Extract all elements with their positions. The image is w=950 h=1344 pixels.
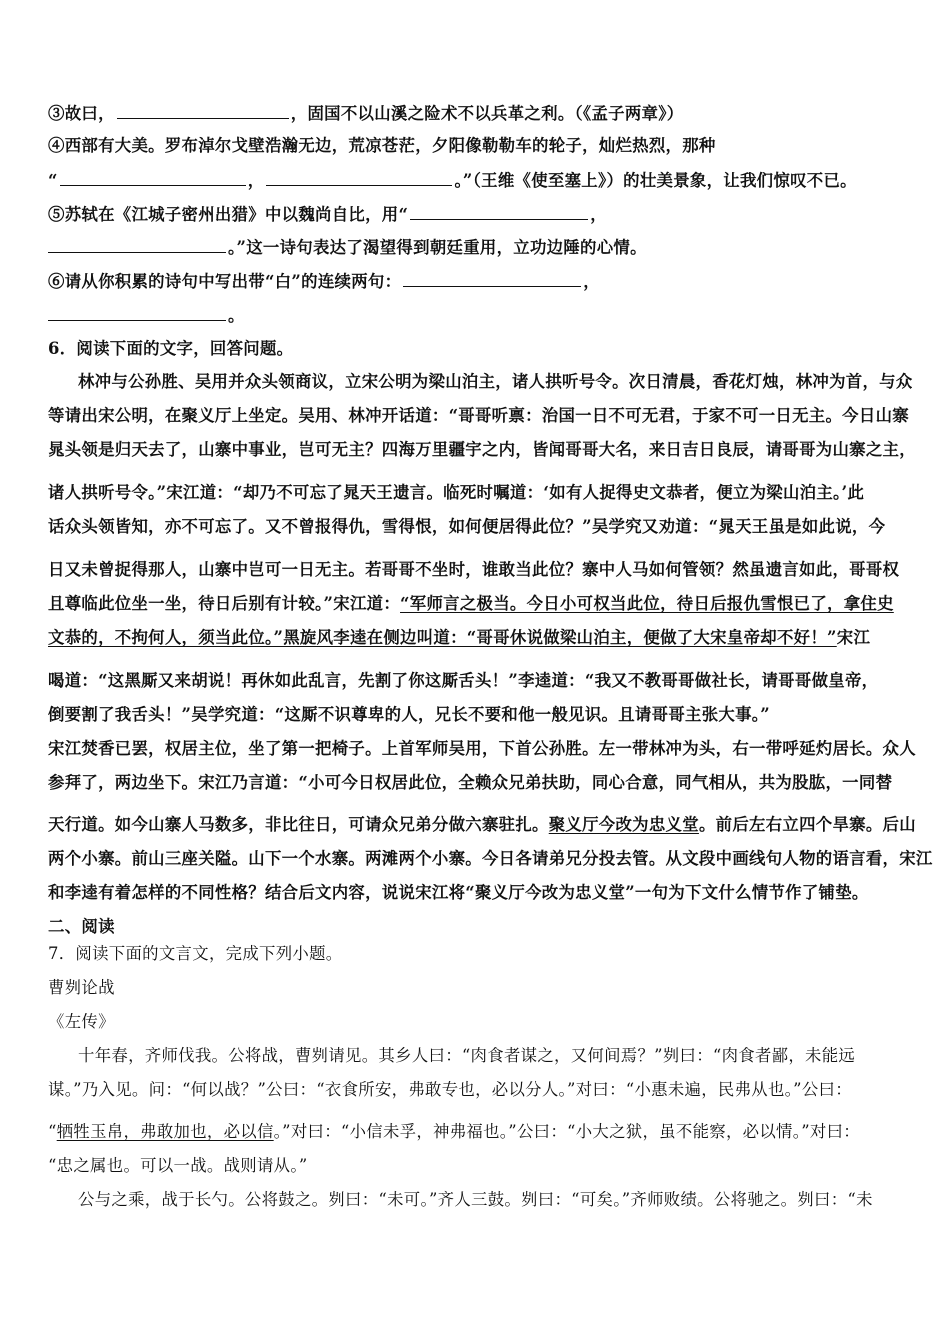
q6-p1-line6: 日又未曾捉得那人，山寨中岂可一日无主。若哥哥不坐时，谁敢当此位？寨中人马如何管领？然虽遗言如此，哥哥权 [48, 560, 900, 579]
q6blank-line1 [48, 271, 908, 292]
q6-p1-line3: 晁头领是归天去了，山寨中事业，岂可无主？四海万里疆宇之内，皆闻哥哥大名，来日吉日良辰，请哥哥为山寨之主， [48, 440, 916, 459]
q4-line2 [48, 170, 908, 191]
q6blank-blank-2[interactable] [48, 305, 226, 321]
q7-article-title: 曹刿论战 [48, 978, 115, 997]
q6-p1-line4: 诸人拱听号令。”宋江道：“却乃不可忘了晁天王遗言。临死时嘱道：‘如有人捉得史文恭者，便立为梁山泊主。’此 [48, 483, 865, 502]
q3-line [48, 103, 908, 124]
q6-p2-line5: 和李逵有着怎样的不同性格？结合后文内容，说说宋江将“聚义厅今改为忠义堂”一句为下文什么情节作了铺垫。 [48, 883, 869, 902]
q6-p1-line10: 倒要割了我舌头！”吴学究道：“这厮不识尊卑的人，兄长不要和他一般见识。且请哥哥主张大事。” [48, 705, 770, 724]
q6blank-line2 [48, 305, 908, 326]
q6-p1-line8-plain: 宋江 [836, 628, 871, 647]
q6-p2-line3-tail: 。前后左右立四个旱寨。后山 [698, 815, 916, 834]
q6-p1-line9: 喝道：“这黑厮又来胡说！再休如此乱言，先割了你这厮舌头！”李逵道：“我又不教哥哥做社长，请哥哥做皇帝， [48, 671, 879, 690]
q7-p1-line1: 十年春，齐师伐我。公将战，曹刿请见。其乡人曰：“肉食者谋之，又何间焉？”刿曰：“肉食者鄙，未能远 [78, 1046, 856, 1065]
q6-underlined-hall-rename: 聚义厅今改为忠义堂 [548, 815, 699, 834]
q7-p1-line3 [48, 1122, 908, 1142]
q6blank-prefix: ⑥请从你积累的诗句中写出带“白”的连续两句： [48, 272, 402, 291]
q4-blank-2[interactable] [266, 170, 452, 186]
q5-suffix: 。”这一诗句表达了渴望得到朝廷重用，立功边陲的心情。 [228, 238, 647, 257]
q5-line1 [48, 204, 908, 225]
q7-p1-line3-tail: 。”对曰：“小信未孚，神弗福也。”公曰：“小大之狱，虽不能察，必以情。”对曰： [273, 1122, 860, 1141]
q6-p1-line7 [48, 594, 908, 614]
q6blank-period: 。 [228, 306, 245, 325]
q6-p2-line1: 宋江焚香已罢，权居主位，坐了第一把椅子。上首军师吴用，下首公孙胜。左一带林冲为头，右一带呼延灼居长。众人 [48, 739, 916, 758]
q6-p2-line3 [48, 815, 916, 835]
q6-p2-line3-plain: 天行道。如今山寨人马数多，非比往日，可请众兄弟分做六寨驻扎。 [48, 815, 549, 834]
q7-p1-line3-quote: “ [48, 1122, 57, 1141]
q6-p2-line4: 两个小寨。前山三座关隘。山下一个水寨。两滩两个小寨。今日各请弟兄分投去管。从文段中画线句人物的语言看，宋江 [48, 849, 933, 868]
q5-blank-2[interactable] [48, 237, 226, 253]
q6-p1-line7-plain: 且尊临此位坐一坐，待日后别有计较。”宋江道： [48, 594, 401, 613]
q7-p2-line1: 公与之乘，战于长勺。公将鼓之。刿曰：“未可。”齐人三鼓。刿曰：“可矣。”齐师败绩。公将驰之。刿曰：“未 [78, 1190, 873, 1209]
q3-blank[interactable] [117, 103, 289, 119]
q6-p1-line8 [48, 628, 908, 648]
q3-suffix: ，固国不以山溪之险术不以兵革之利。（《孟子两章》） [290, 104, 684, 123]
q6-p1-line1: 林冲与公孙胜、吴用并众头领商议，立宋公明为梁山泊主，诸人拱听号令。次日清晨，香花灯烛，林冲为首，与众 [78, 372, 913, 391]
q4-blank-1[interactable] [60, 170, 246, 186]
q6blank-comma: ， [583, 272, 600, 291]
q6-p1-line2: 等请出宋公明，在聚义厅上坐定。吴用、林冲开话道：“哥哥听禀：治国一日不可无君，于家不可一日无主。今日山寨 [48, 406, 909, 425]
q5-comma: ， [590, 205, 607, 224]
q7-source: 《左传》 [48, 1012, 115, 1031]
q6-p2-line2: 参拜了，两边坐下。宋江乃言道：“小可今日权居此位，全赖众兄弟扶助，同心合意，同气相从，共为股肱，一同替 [48, 773, 893, 792]
q7-title: 7．阅读下面的文言文，完成下列小题。 [48, 944, 343, 963]
q7-p1-line2: 谋。”乃入见。问：“何以战？”公曰：“衣食所安，弗敢专也，必以分人。”对曰：“小惠未遍，民弗从也。”公曰： [48, 1080, 852, 1099]
q5-line2 [48, 237, 908, 258]
q3-prefix: ③故曰， [48, 104, 115, 123]
q4-suffix: 。”（王维《使至塞上》）的壮美景象，让我们惊叹不已。 [454, 171, 857, 190]
q7-underlined-sentence: 牺牲玉帛，弗敢加也，必以信 [56, 1122, 274, 1141]
q6-underlined-sentence-1: “军师言之极当。今日小可权当此位，待日后报仇雪恨已了，拿住史 [400, 594, 894, 613]
q6-title: 6．阅读下面的文字，回答问题。 [48, 339, 294, 358]
q6-p1-line5: 话众头领皆知，亦不可忘了。又不曾报得仇，雪得恨，如何便居得此位？”吴学究又劝道：“晁天王虽是如此说，今 [48, 517, 886, 536]
q6-underlined-sentence-2: 文恭的，不拘何人，须当此位。”黑旋风李逵在侧边叫道：“哥哥休说做梁山泊主，便做了大宋皇帝却不好！” [48, 628, 837, 647]
q7-p1-line4: “忠之属也。可以一战。战则请从。” [48, 1156, 308, 1175]
q6blank-blank-1[interactable] [403, 271, 581, 287]
section-2-title: 二、阅读 [48, 917, 115, 936]
q5-blank-1[interactable] [410, 204, 588, 220]
q4-open-quote: “ [48, 171, 58, 190]
q4-comma: ， [247, 171, 265, 190]
q5-prefix: ⑤苏轼在《江城子密州出猎》中以魏尚自比，用“ [48, 205, 409, 224]
q4-line1: ④西部有大美。罗布淖尔戈壁浩瀚无边，荒凉苍茫，夕阳像勒勒车的轮子，灿烂热烈，那种 [48, 136, 716, 155]
